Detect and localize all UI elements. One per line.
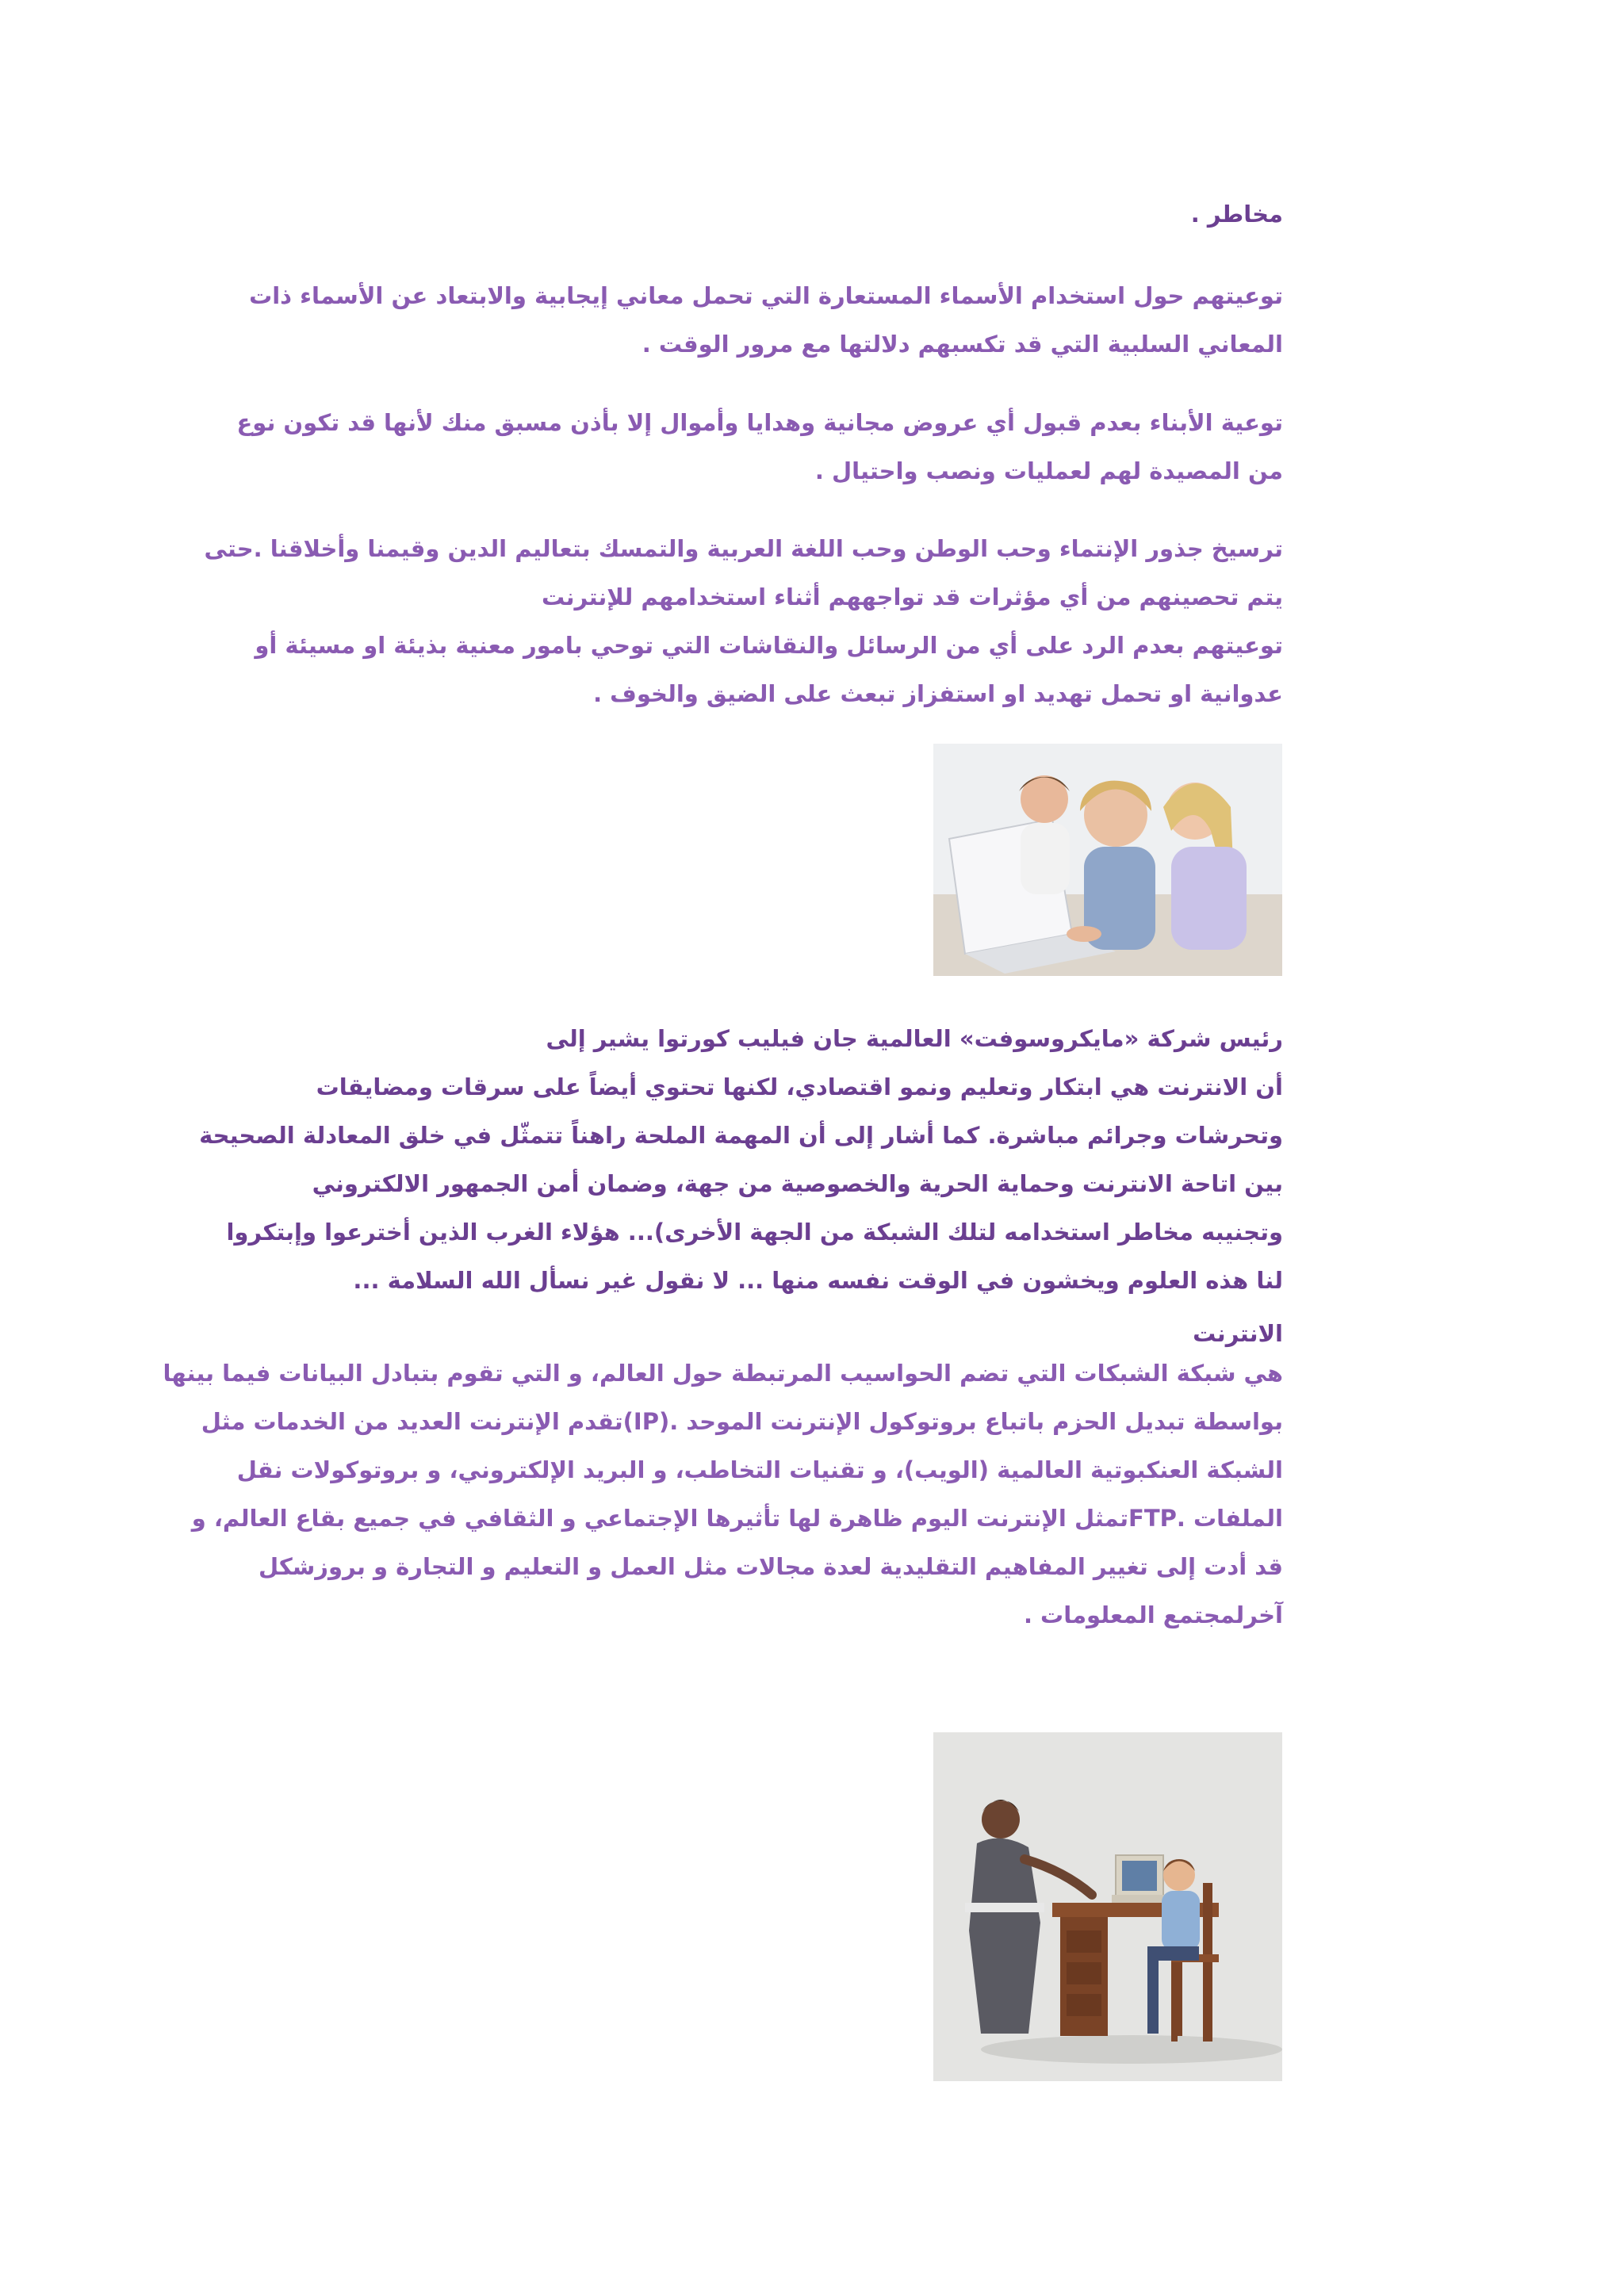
paragraph-line: أن الانترنت هي ابتكار وتعليم ونمو اقتصادي، لكنها تحتوي أيضاً على سرقات ومضايقات [316,1073,1283,1100]
paragraph-line: آخرلمجتمع المعلومات . [1023,1601,1283,1628]
paragraph-free-offers-awareness [236,399,1283,496]
paragraph-line: عدوانية او تحمل تهديد او استفزاز تبعث على الضيق والخوف . [593,680,1283,707]
paragraph-internet-definition [163,1349,1283,1640]
paragraph-line: وتحرشات وجرائم مباشرة. كما أشار إلى أن المهمة الملحة راهناً تتمثّل في خلق المعادلة الصحيحة [199,1122,1283,1149]
paragraph-line: لنا هذه العلوم ويخشون في الوقت نفسه منها ... لا نقول غير نسأل الله السلامة ... [353,1267,1283,1294]
paragraph-line: الملفات .FTPتمثل الإنترنت اليوم ظاهرة لها تأثيرها الإجتماعي و الثقافي في جميع بقاع العالم، و [191,1505,1283,1532]
paragraph-line: هي شبكة الشبكات التي تضم الحواسيب المرتبطة حول العالم، و التي تقوم بتبادل البيانات فيما بينها [163,1360,1283,1387]
paragraph-line: توعية الأبناء بعدم قبول أي عروض مجانية وهدايا وأموال إلا بأذن مسبق منك لأنها قد تكون نوع [236,409,1283,436]
teacher-student-computer-photo [933,1732,1282,2081]
paragraph-line: وتجنيبه مخاطر استخدامه لتلك الشبكة من الجهة الأخرى)... هؤلاء الغرب الذين أخترعوا وإبتكروا [226,1219,1283,1246]
paragraph-line: قد أدت إلى تغيير المفاهيم التقليدية لعدة مجالات مثل العمل و التعليم و التجارة و بروزشكل [259,1553,1283,1580]
paragraph-line: من المصيدة لهم لعمليات ونصب واحتيال . [814,457,1283,484]
paragraph-line: يتم تحصينهم من أي مؤثرات قد تواجههم أثناء استخدامهم للإنترنت [541,584,1283,610]
paragraph-belonging-roots [204,525,1283,718]
paragraph-line: الشبكة العنكبوتية العالمية (الويب)، و تقنيات التخاطب، و البريد الإلكتروني، و بروتوكولات نقل [236,1456,1283,1483]
paragraph-nicknames-awareness [236,272,1283,369]
paragraph-microsoft-quote [199,1015,1283,1305]
paragraph-line: ترسيخ جذور الإنتماء وحب الوطن وحب اللغة العربية والتمسك بتعاليم الدين وقيمنا وأخلاقنا .حتى [204,535,1283,562]
heading-risks [236,190,1283,239]
paragraph-line: المعاني السلبية التي قد تكسبهم دلالتها مع مرور الوقت . [642,331,1283,358]
paragraph-line: رئيس شركة «مايكروسوفت» العالمية جان فيليب كورتوا يشير إلى [546,1025,1283,1052]
paragraph-line: توعيتهم بعدم الرد على أي من الرسائل والنقاشات التي توحي بامور معنية بذيئة او مسيئة أو [255,632,1283,659]
paragraph-line: بواسطة تبديل الحزم باتباع بروتوكول الإنترنت الموحد .(IP)تقدم الإنترنت العديد من الخدمات مثل [201,1408,1283,1435]
family-laptop-photo [933,744,1282,976]
teacher-student-illustration [933,1732,1282,2081]
family-laptop-illustration [933,744,1282,976]
paragraph-line: بين اتاحة الانترنت وحماية الحرية والخصوصية من جهة، وضمان أمن الجمهور الالكتروني [312,1170,1283,1197]
paragraph-line: توعيتهم حول استخدام الأسماء المستعارة التي تحمل معاني إيجابية والابتعاد عن الأسماء ذات [249,282,1283,309]
heading-internet-text: الانترنت [1193,1320,1283,1347]
heading-risks-text: مخاطر . [1190,201,1283,228]
